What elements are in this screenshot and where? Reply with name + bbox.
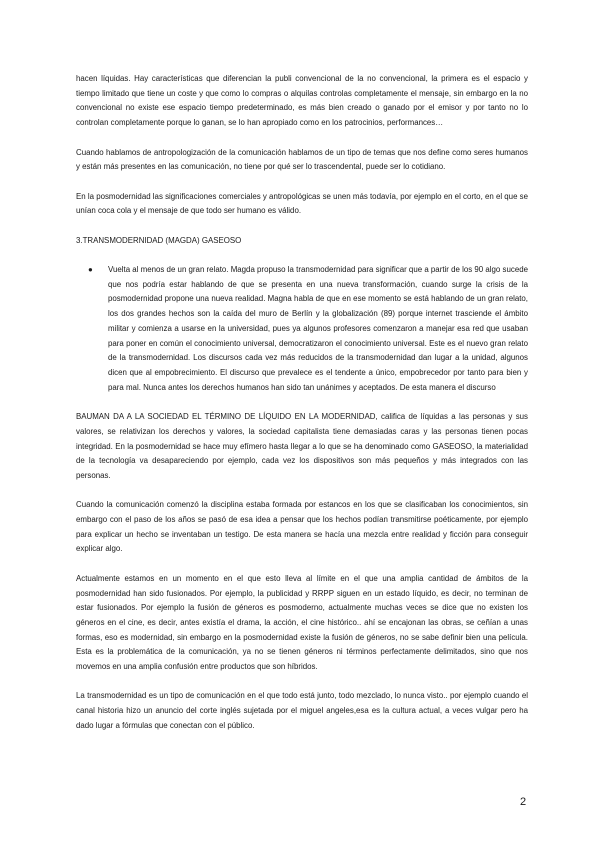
- page-body: [76, 72, 528, 748]
- paragraph-transmodernity: La transmodernidad es un tipo de comunicación en el que todo está junto, todo mezclado, lo nunca visto.. por ejemplo cuando el canal historia hizo un anuncio del corte inglés sujetada por el miguel angeles,esa es la cultura actual, a veces vulgar pero ha dado lugar a fórmulas que conectan con el público.: [76, 691, 528, 730]
- bullet-text: Vuelta al menos de un gran relato. Magda propuso la transmodernidad para significar que a partir de los 90 algo sucede que nos podría estar hablando de que se presenta en una nueva transformación, cuando surge la crisis de la posmodernidad propone una nueva realidad. Magna habla de que en ese momento se está hablando de un gran relato, los dos grandes hechos son la caída del muro de Berlín y la globalización (89) porque internet trasciende el ámbito militar y comienza a usarse en la universidad, pues ya algunos profesores comenzaron a manejar esa red que usaban para poner en común el conocimiento universal, democratizaron el conocimiento universal. Este es el nuevo gran relato de la transmodernidad. Los discursos cada vez más reducidos de la transmodernidad dan lugar a la unidad, algunos dicen que al empobrecimiento. El discurso que prevalece es el tendente a único, empobrecedor por tanto para bien y para mal. Nunca antes los derechos humanos han sido tan unánimes y aceptados. De esta manera el discurso: [108, 265, 528, 392]
- bullet-item: [76, 263, 528, 395]
- paragraph-communication-discipline: Cuando la comunicación comenzó la disciplina estaba formada por estancos en los que se clasificaban los conocimientos, sin embargo con el paso de los años se pasó de esa idea a pensar que los hechos podían transmitirse poéticamente, por ejemplo para explicar un hecho se inventaban un testigo. De esta manera se hacía una mezcla entre realidad y ficción para conseguir explicar algo.: [76, 500, 528, 554]
- paragraph-postmodern-significations: En la posmodernidad las significaciones comerciales y antropológicas se unen más todavía, por ejemplo en el corto, en el que se unían coca cola y el mensaje de que todo ser humano es válido.: [76, 191, 528, 216]
- bullet-list: [76, 263, 528, 395]
- paragraph-fusion-of-genres: Actualmente estamos en un momento en el que esto lleva al límite en el que una amplia cantidad de ámbitos de la posmodernidad han sido fusionados. Por ejemplo, la publicidad y RRPP siguen en un estado líquido, es decir, no terminan de estar fusionados. Por ejemplo la fusión de géneros es posmoderno, actualmente muchas veces se dice que no existen los géneros en el cine, es decir, antes existía el drama, la acción, el cine histórico.. ahí se encajonan las obras, se ceñían a unas formas, eso es modernidad, sin embargo en la posmodernidad existe la fusión de géneros, no se sabe definir bien una película. Esta es la problemática de la comunicación, ya no se tienen géneros ni términos perfectamente delimitados, sino que nos movemos en una amplia confusión entre productos que son híbridos.: [76, 573, 528, 672]
- paragraph-liquid-advertising: hacen líquidas. Hay características que diferencian la publi convencional de la no convencional, la primera es el espacio y tiempo limitado que tiene un coste y que como lo compras o alquilas controlas completamente el mensaje, sin embargo en la no convencional no existe ese espacio tiempo predeterminado, es más bien creado o ganado por el emisor y por tanto no lo controlan completamente porque lo ganan, se lo han apropiado como en los patrocinios, performances…: [76, 74, 528, 128]
- paragraph-anthropologization: Cuando hablamos de antropologización de la comunicación hablamos de un tipo de temas que nos define como seres humanos y están más presentes en las comunicación, no tiene por qué ser lo trascendental, puede ser lo cotidiano.: [76, 147, 528, 172]
- bullet-icon: ●: [88, 265, 93, 275]
- paragraph-bauman: BAUMAN DA A LA SOCIEDAD EL TÉRMINO DE LÍQUIDO EN LA MODERNIDAD, califica de líquidas a las personas y sus valores, se relativizan los derechos y valores, la sociedad capitalista tiene demasiadas caras y las personas tienen pocas integridad. En la posmodernidad se hace muy efímero hasta llegar a lo que se ha denominado como GASEOSO, la materialidad de la tecnología va desapareciendo por ejemplo, cada vez los dispositivos son más pequeños y más integrados con las personas.: [76, 412, 528, 480]
- section-heading: 3.TRANSMODERNIDAD (MAGDA) GASEOSO: [76, 235, 242, 245]
- page-number: 2: [520, 796, 527, 808]
